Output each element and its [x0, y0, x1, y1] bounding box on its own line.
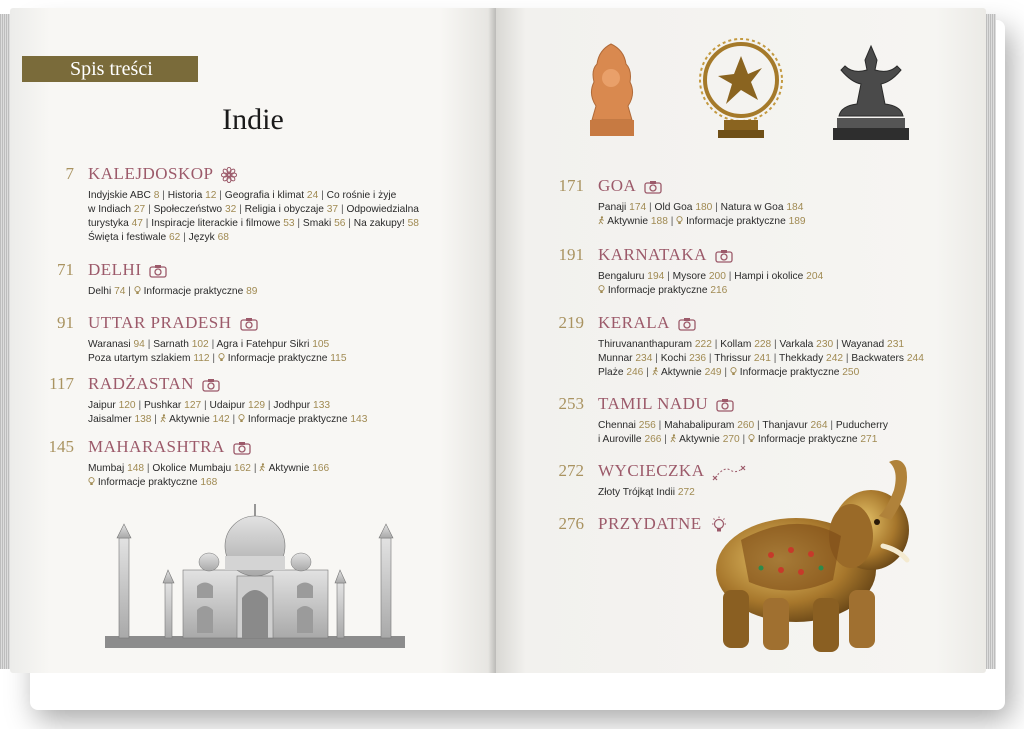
toc-subentries-line	[88, 352, 347, 366]
subentry-page: 12	[205, 190, 217, 201]
subentry-name[interactable]: Święta i festiwale	[88, 232, 167, 243]
separator: |	[154, 414, 157, 425]
subentry-page: 74	[114, 286, 126, 297]
subentry-name[interactable]: Aktywnie	[169, 414, 210, 425]
subentry-name[interactable]: Agra i Fatehpur Sikri	[216, 339, 310, 350]
toc-subentries-line	[598, 433, 877, 447]
subentry-page: 256	[638, 420, 656, 431]
subentry-name[interactable]: Aktywnie	[268, 463, 310, 474]
subentry-page: 24	[306, 190, 319, 201]
subentry-page: 105	[312, 339, 330, 350]
subentry-name[interactable]: Aktywnie	[607, 216, 649, 227]
subentry-name[interactable]: Okolice Mumbaju	[152, 463, 232, 474]
separator: |	[655, 353, 658, 364]
camera-icon	[644, 180, 662, 194]
subentry-name[interactable]: Informacje praktyczne	[227, 353, 328, 364]
subentry-page: 143	[350, 414, 368, 425]
subentry-name[interactable]: Udaipur	[209, 400, 246, 411]
toc-subentries-line	[598, 352, 924, 366]
separator: |	[183, 232, 186, 243]
subentry-page: 148	[127, 463, 145, 474]
subentry-name[interactable]: Natura w Goa	[720, 202, 784, 213]
subentry-name[interactable]: Mahabalipuram	[664, 420, 735, 431]
subentry-name[interactable]: Informacje praktyczne	[143, 286, 244, 297]
toc-section-title[interactable]	[88, 374, 220, 394]
subentry-page: 8	[153, 190, 160, 201]
toc-subentries-line	[88, 476, 217, 490]
subentry-name[interactable]: w Indiach	[88, 204, 132, 215]
subentry-name[interactable]: Chennai	[598, 420, 636, 431]
separator: |	[714, 339, 718, 350]
toc-subentries-line	[88, 203, 419, 217]
separator: |	[146, 463, 150, 474]
subentry-page: 166	[312, 463, 330, 474]
subentry-name[interactable]: Informacje praktyczne	[686, 216, 786, 227]
subentry-name[interactable]: Informacje praktyczne	[739, 367, 840, 378]
subentry-name[interactable]: Informacje praktyczne	[97, 477, 198, 488]
subentry-name[interactable]: Złoty Trójkąt Indii	[598, 487, 675, 498]
subentry-name[interactable]: Backwaters	[851, 353, 905, 364]
toc-subentries-line	[88, 231, 229, 245]
subentry-name[interactable]: Poza utartym szlakiem	[88, 353, 191, 364]
lightbulb-small-icon	[218, 353, 225, 362]
lightbulb-small-icon	[748, 434, 755, 443]
separator: |	[162, 190, 165, 201]
subentry-page: 162	[233, 463, 251, 474]
separator: |	[715, 202, 718, 213]
subentry-name[interactable]: Kochi	[660, 353, 687, 364]
lightbulb-small-icon	[730, 367, 737, 376]
section-title-text: KERALA	[598, 313, 670, 332]
subentry-page: 264	[810, 420, 828, 431]
separator: |	[147, 339, 151, 350]
subentry-name[interactable]: Sarnath	[153, 339, 189, 350]
toc-subentries-line	[88, 338, 329, 352]
subentry-name[interactable]: Indyjskie ABC	[88, 190, 151, 201]
subentry-page: 250	[842, 367, 860, 378]
subentry-name[interactable]: Mysore	[672, 271, 707, 282]
section-title-text: KALEJDOSKOP	[88, 164, 214, 183]
subentry-name[interactable]: Informacje praktyczne	[247, 414, 348, 425]
subentry-page: 174	[629, 202, 647, 213]
separator: |	[204, 400, 207, 411]
subentry-name[interactable]: Wayanad	[841, 339, 885, 350]
subentry-page: 228	[754, 339, 772, 350]
subentry-page: 230	[816, 339, 834, 350]
toc-subentries-line	[88, 217, 419, 231]
nataraja-statue-image	[696, 34, 786, 144]
subentry-name[interactable]: Geografia i klimat	[224, 190, 305, 201]
separator: |	[232, 414, 236, 425]
subentry-name[interactable]: Varkala	[779, 339, 814, 350]
separator: |	[830, 420, 834, 431]
separator: |	[708, 353, 712, 364]
open-book	[10, 8, 995, 673]
subentry-name[interactable]: Informacje praktyczne	[757, 434, 858, 445]
subentry-name[interactable]: Informacje praktyczne	[607, 285, 708, 296]
section-title-text: KARNATAKA	[598, 245, 707, 264]
subentry-page: 184	[786, 202, 804, 213]
contents-tag: Spis treści	[22, 56, 198, 82]
subentry-name[interactable]: Na zakupy!	[353, 218, 405, 229]
toc-page-number: 171	[558, 176, 584, 195]
toc-section-title[interactable]	[88, 437, 251, 457]
section-title-text: WYCIECZKA	[598, 461, 705, 480]
toc-page-number: 117	[49, 374, 74, 393]
lightbulb-small-icon	[676, 216, 683, 225]
subentry-name[interactable]: Puducherry	[835, 420, 888, 431]
subentry-name[interactable]: Thanjavur	[762, 420, 808, 431]
toc-page-number: 253	[558, 394, 584, 413]
toc-section-title[interactable]	[598, 394, 734, 414]
subentry-page: 53	[283, 218, 295, 229]
lightbulb-small-icon	[88, 477, 95, 486]
toc-page-number: 219	[558, 313, 584, 332]
toc-subentries-line	[598, 486, 695, 500]
ganesha-statue-image	[584, 40, 639, 140]
toc-page-number: 191	[558, 245, 584, 264]
separator: |	[219, 190, 222, 201]
subentry-page: 189	[788, 216, 806, 227]
separator: |	[211, 339, 215, 350]
camera-icon	[240, 317, 258, 331]
subentry-page: 68	[217, 232, 229, 243]
subentry-name[interactable]: Delhi	[88, 286, 112, 297]
separator: |	[845, 353, 849, 364]
toc-subentries-line	[598, 270, 823, 284]
subentry-name[interactable]: Jaisalmer	[88, 414, 132, 425]
separator: |	[664, 434, 667, 445]
subentry-name[interactable]: Aktywnie	[679, 434, 720, 445]
subentry-name[interactable]: Bengaluru	[598, 271, 645, 282]
subentry-name[interactable]: Hampi i okolice	[734, 271, 804, 282]
subentry-name[interactable]: Społeczeństwo	[153, 204, 223, 215]
toc-page-number: 91	[57, 313, 74, 332]
subentry-name[interactable]: Smaki	[302, 218, 332, 229]
separator: |	[658, 420, 662, 431]
subentry-name[interactable]: Religia i obyczaje	[244, 204, 324, 215]
toc-subentries-line	[88, 413, 367, 427]
subentry-page: 112	[193, 353, 210, 364]
separator: |	[773, 353, 777, 364]
subentry-name[interactable]: Thrissur	[714, 353, 752, 364]
toc-page-number: 145	[48, 437, 74, 456]
subentry-page: 32	[224, 204, 237, 215]
subentry-page: 133	[313, 400, 331, 411]
subentry-name[interactable]: Thiruvananthapuram	[598, 339, 693, 350]
subentry-name[interactable]: Panaji	[598, 202, 627, 213]
subentry-name[interactable]: Mumbaj	[88, 463, 125, 474]
subentry-name[interactable]: Plaże	[598, 367, 624, 378]
subentry-page: 138	[134, 414, 152, 425]
subentry-page: 236	[689, 353, 707, 364]
separator: |	[757, 420, 760, 431]
separator: |	[728, 271, 732, 282]
section-title-text: MAHARASHTRA	[88, 437, 225, 456]
subentry-page: 62	[168, 232, 181, 243]
separator: |	[340, 204, 344, 215]
subentry-page: 27	[133, 204, 146, 215]
subentry-page: 270	[722, 434, 740, 445]
subentry-page: 204	[806, 271, 824, 282]
subentry-page: 180	[695, 202, 713, 213]
separator: |	[145, 218, 149, 229]
subentry-page: 249	[704, 367, 722, 378]
section-title-text: PRZYDATNE	[598, 514, 702, 533]
camera-icon	[716, 398, 734, 412]
subentry-page: 260	[737, 420, 755, 431]
section-title-text: RADŻASTAN	[88, 374, 195, 393]
toc-subentries-line	[598, 284, 727, 298]
separator: |	[148, 204, 151, 215]
toc-subentries-line	[88, 462, 329, 476]
separator: |	[646, 367, 649, 378]
toc-subentries-line	[88, 285, 257, 299]
separator: |	[253, 463, 257, 474]
subentry-page: 188	[650, 216, 668, 227]
subentry-page: 231	[887, 339, 905, 350]
vishnu-statue-image	[831, 40, 911, 142]
toc-section-title[interactable]	[598, 176, 662, 196]
toc-section-title[interactable]	[598, 313, 696, 333]
elephant-statue-image	[701, 450, 931, 660]
separator: |	[348, 218, 351, 229]
section-title-text: GOA	[598, 176, 637, 195]
subentry-page: 242	[826, 353, 844, 364]
subentry-page: 234	[635, 353, 653, 364]
subentry-page: 271	[860, 434, 878, 445]
subentry-name[interactable]: Kollam	[720, 339, 752, 350]
subentry-name[interactable]: Munnar	[598, 353, 633, 364]
hiker-icon	[598, 216, 605, 225]
subentry-page: 142	[212, 414, 230, 425]
section-title-text: TAMIL NADU	[598, 394, 709, 413]
separator: |	[670, 216, 674, 227]
toc-page-number: 71	[57, 260, 74, 279]
subentry-page: 102	[191, 339, 209, 350]
subentry-page: 115	[330, 353, 347, 364]
separator: |	[742, 434, 746, 445]
taj-mahal-image	[105, 498, 415, 653]
subentry-page: 37	[326, 204, 339, 215]
camera-icon	[149, 264, 167, 278]
subentry-page: 266	[644, 434, 662, 445]
toc-subentries-line	[598, 366, 859, 380]
toc-subentries-line	[598, 201, 803, 215]
left-page	[10, 8, 496, 673]
subentry-page: 58	[407, 218, 419, 229]
subentry-page: 168	[200, 477, 218, 488]
subentry-name[interactable]: Co rośnie i żyje	[326, 190, 397, 201]
subentry-page: 194	[647, 271, 665, 282]
toc-subentries-line	[88, 399, 330, 413]
toc-page-number: 272	[558, 461, 584, 480]
camera-icon	[202, 378, 220, 392]
separator: |	[667, 271, 670, 282]
subentry-name[interactable]: Thekkady	[779, 353, 824, 364]
lightbulb-small-icon	[598, 285, 605, 294]
subentry-page: 222	[694, 339, 712, 350]
toc-section-title[interactable]	[88, 164, 237, 184]
hiker-icon	[160, 414, 167, 423]
subentry-page: 56	[334, 218, 346, 229]
subentry-page: 47	[131, 218, 143, 229]
toc-subentries-line	[88, 189, 396, 203]
separator: |	[649, 202, 652, 213]
toc-subentries-line	[598, 419, 888, 433]
subentry-page: 89	[246, 286, 258, 297]
subentry-page: 200	[708, 271, 726, 282]
section-title-text: UTTAR PRADESH	[88, 313, 232, 332]
separator: |	[138, 400, 142, 411]
separator: |	[724, 367, 728, 378]
separator: |	[239, 204, 242, 215]
subentry-name[interactable]: Old Goa	[654, 202, 693, 213]
separator: |	[774, 339, 777, 350]
subentry-page: 246	[626, 367, 644, 378]
hiker-icon	[259, 463, 266, 472]
toc-section-title[interactable]	[598, 245, 733, 265]
hiker-icon	[670, 434, 677, 443]
subentry-name[interactable]: Pushkar	[143, 400, 182, 411]
separator: |	[128, 286, 131, 297]
subentry-page: 129	[248, 400, 266, 411]
toc-page-number: 7	[65, 164, 74, 183]
toc-subentries-line	[598, 215, 806, 229]
toc-section-title[interactable]	[88, 313, 258, 333]
page-edges-left	[0, 14, 10, 669]
subentry-page: 241	[753, 353, 771, 364]
toc-page-number: 276	[558, 514, 584, 533]
toc-section-title[interactable]	[88, 260, 167, 280]
separator: |	[267, 400, 271, 411]
subentry-name[interactable]: Waranasi	[88, 339, 131, 350]
page-edges-right	[986, 14, 996, 669]
subentry-name[interactable]: i Auroville	[598, 434, 642, 445]
separator: |	[836, 339, 839, 350]
subentry-name[interactable]: Jaipur	[88, 400, 116, 411]
subentry-name[interactable]: Historia	[167, 190, 203, 201]
toc-subentries-line	[598, 338, 904, 352]
subentry-name[interactable]: Odpowiedzialna	[346, 204, 419, 215]
camera-icon	[678, 317, 696, 331]
right-page	[496, 8, 986, 673]
lightbulb-small-icon	[134, 286, 141, 295]
section-title-text: DELHI	[88, 260, 142, 279]
subentry-page: 94	[133, 339, 145, 350]
subentry-page: 244	[906, 353, 924, 364]
camera-icon	[715, 249, 733, 263]
subentry-page: 127	[184, 400, 202, 411]
hiker-icon	[652, 367, 659, 376]
subentry-name[interactable]: Jodhpur	[273, 400, 311, 411]
camera-icon	[233, 441, 251, 455]
subentry-name[interactable]: Aktywnie	[660, 367, 702, 378]
subentry-name[interactable]: Język	[188, 232, 215, 243]
subentry-name[interactable]: Inspiracje literackie i filmowe	[151, 218, 281, 229]
lightbulb-small-icon	[238, 414, 245, 423]
subentry-page: 120	[118, 400, 136, 411]
subentry-name[interactable]: turystyka	[88, 218, 129, 229]
separator: |	[321, 190, 324, 201]
mandala-icon	[221, 167, 237, 183]
subentry-page: 216	[710, 285, 728, 296]
country-title: Indie	[222, 103, 284, 136]
subentry-page: 272	[677, 487, 695, 498]
separator: |	[212, 353, 216, 364]
separator: |	[297, 218, 301, 229]
